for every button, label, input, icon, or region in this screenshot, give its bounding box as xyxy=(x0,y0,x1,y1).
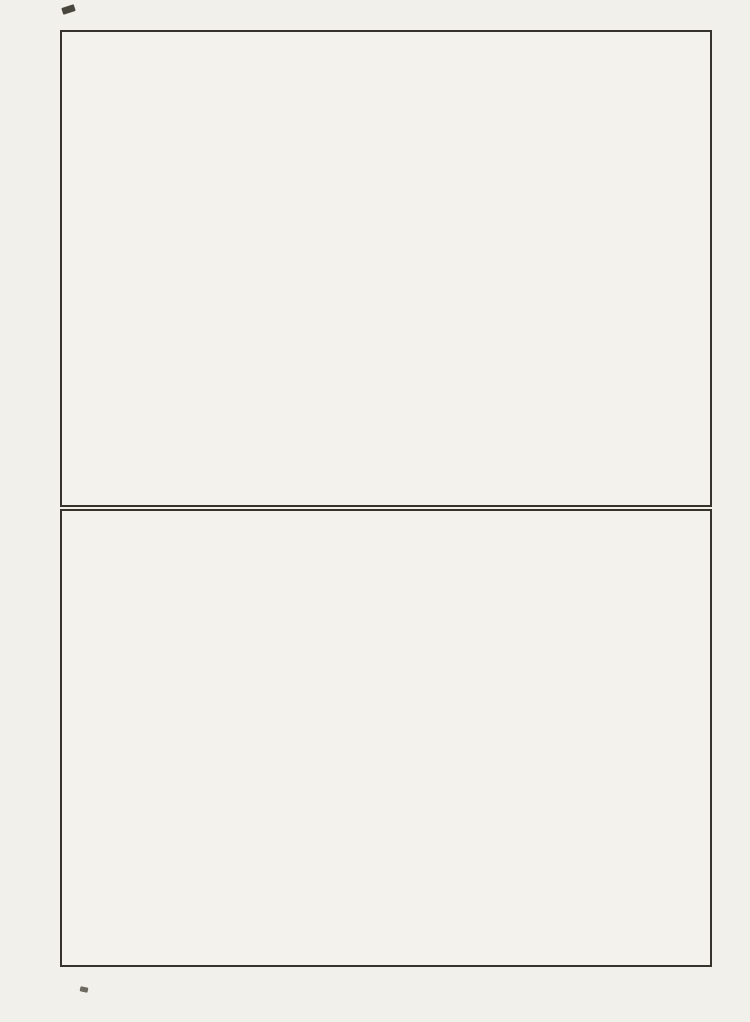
scan-speck xyxy=(80,986,89,993)
general-subjects-table xyxy=(60,30,712,507)
scan-speck xyxy=(61,4,76,15)
political-and-technical-table xyxy=(60,509,712,967)
